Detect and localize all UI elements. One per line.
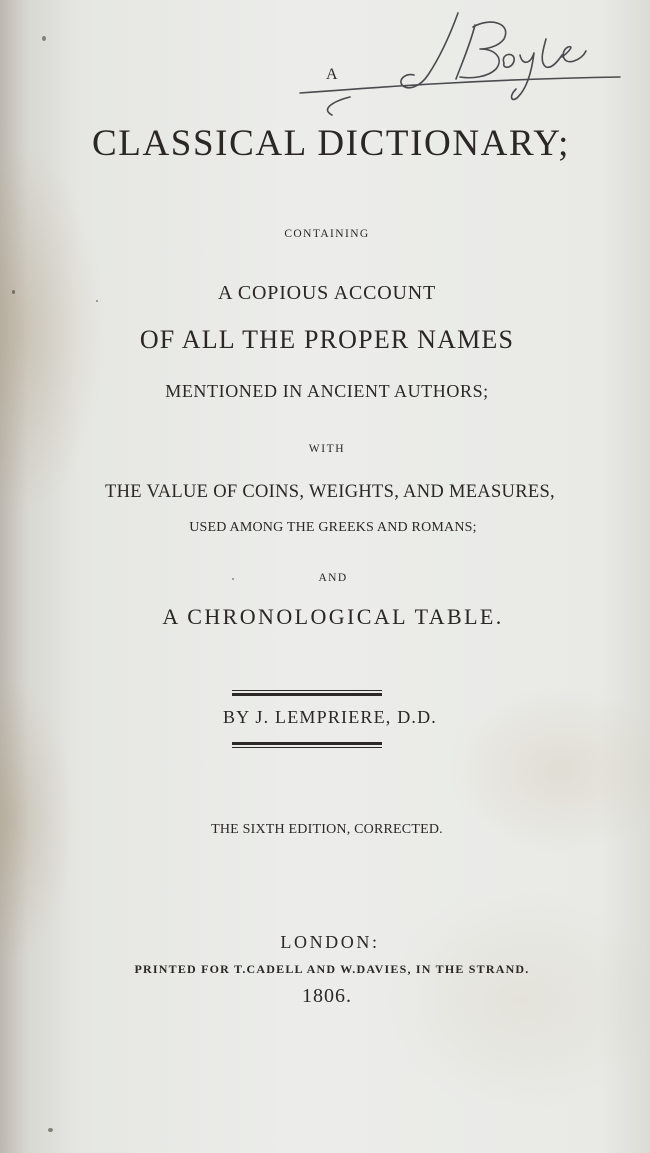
subtitle-copious-account: A COPIOUS ACCOUNT — [217, 282, 437, 304]
subtitle-proper-names: OF ALL THE PROPER NAMES — [139, 325, 515, 354]
ink-speck — [12, 290, 15, 294]
subtitle-containing: CONTAINING — [284, 228, 370, 240]
handwritten-signature — [290, 5, 630, 120]
subtitle-and: AND — [318, 572, 348, 584]
edition-line: THE SIXTH EDITION, CORRECTED. — [211, 822, 443, 837]
subtitle-chronological-table: A CHRONOLOGICAL TABLE. — [162, 604, 504, 629]
imprint-place: LONDON: — [280, 932, 380, 952]
subtitle-greeks-romans: USED AMONG THE GREEKS AND ROMANS; — [189, 520, 477, 535]
author-line: BY J. LEMPRIERE, D.D. — [222, 707, 438, 727]
book-title: CLASSICAL DICTIONARY; — [92, 123, 570, 164]
ink-speck — [96, 300, 98, 302]
title-article: A — [325, 66, 339, 83]
subtitle-value-of-coins: THE VALUE OF COINS, WEIGHTS, AND MEASURES, — [105, 482, 555, 502]
double-rule-top — [232, 690, 382, 698]
ink-speck — [42, 36, 46, 41]
double-rule-bottom — [232, 742, 382, 750]
imprint-printer: PRINTED FOR T.CADELL AND W.DAVIES, IN THE STRAND. — [134, 962, 530, 976]
subtitle-with: WITH — [308, 443, 346, 455]
subtitle-mentioned: MENTIONED IN ANCIENT AUTHORS; — [165, 381, 489, 401]
ink-speck — [232, 578, 234, 580]
ink-speck — [48, 1128, 53, 1132]
imprint-year: 1806. — [302, 985, 352, 1007]
